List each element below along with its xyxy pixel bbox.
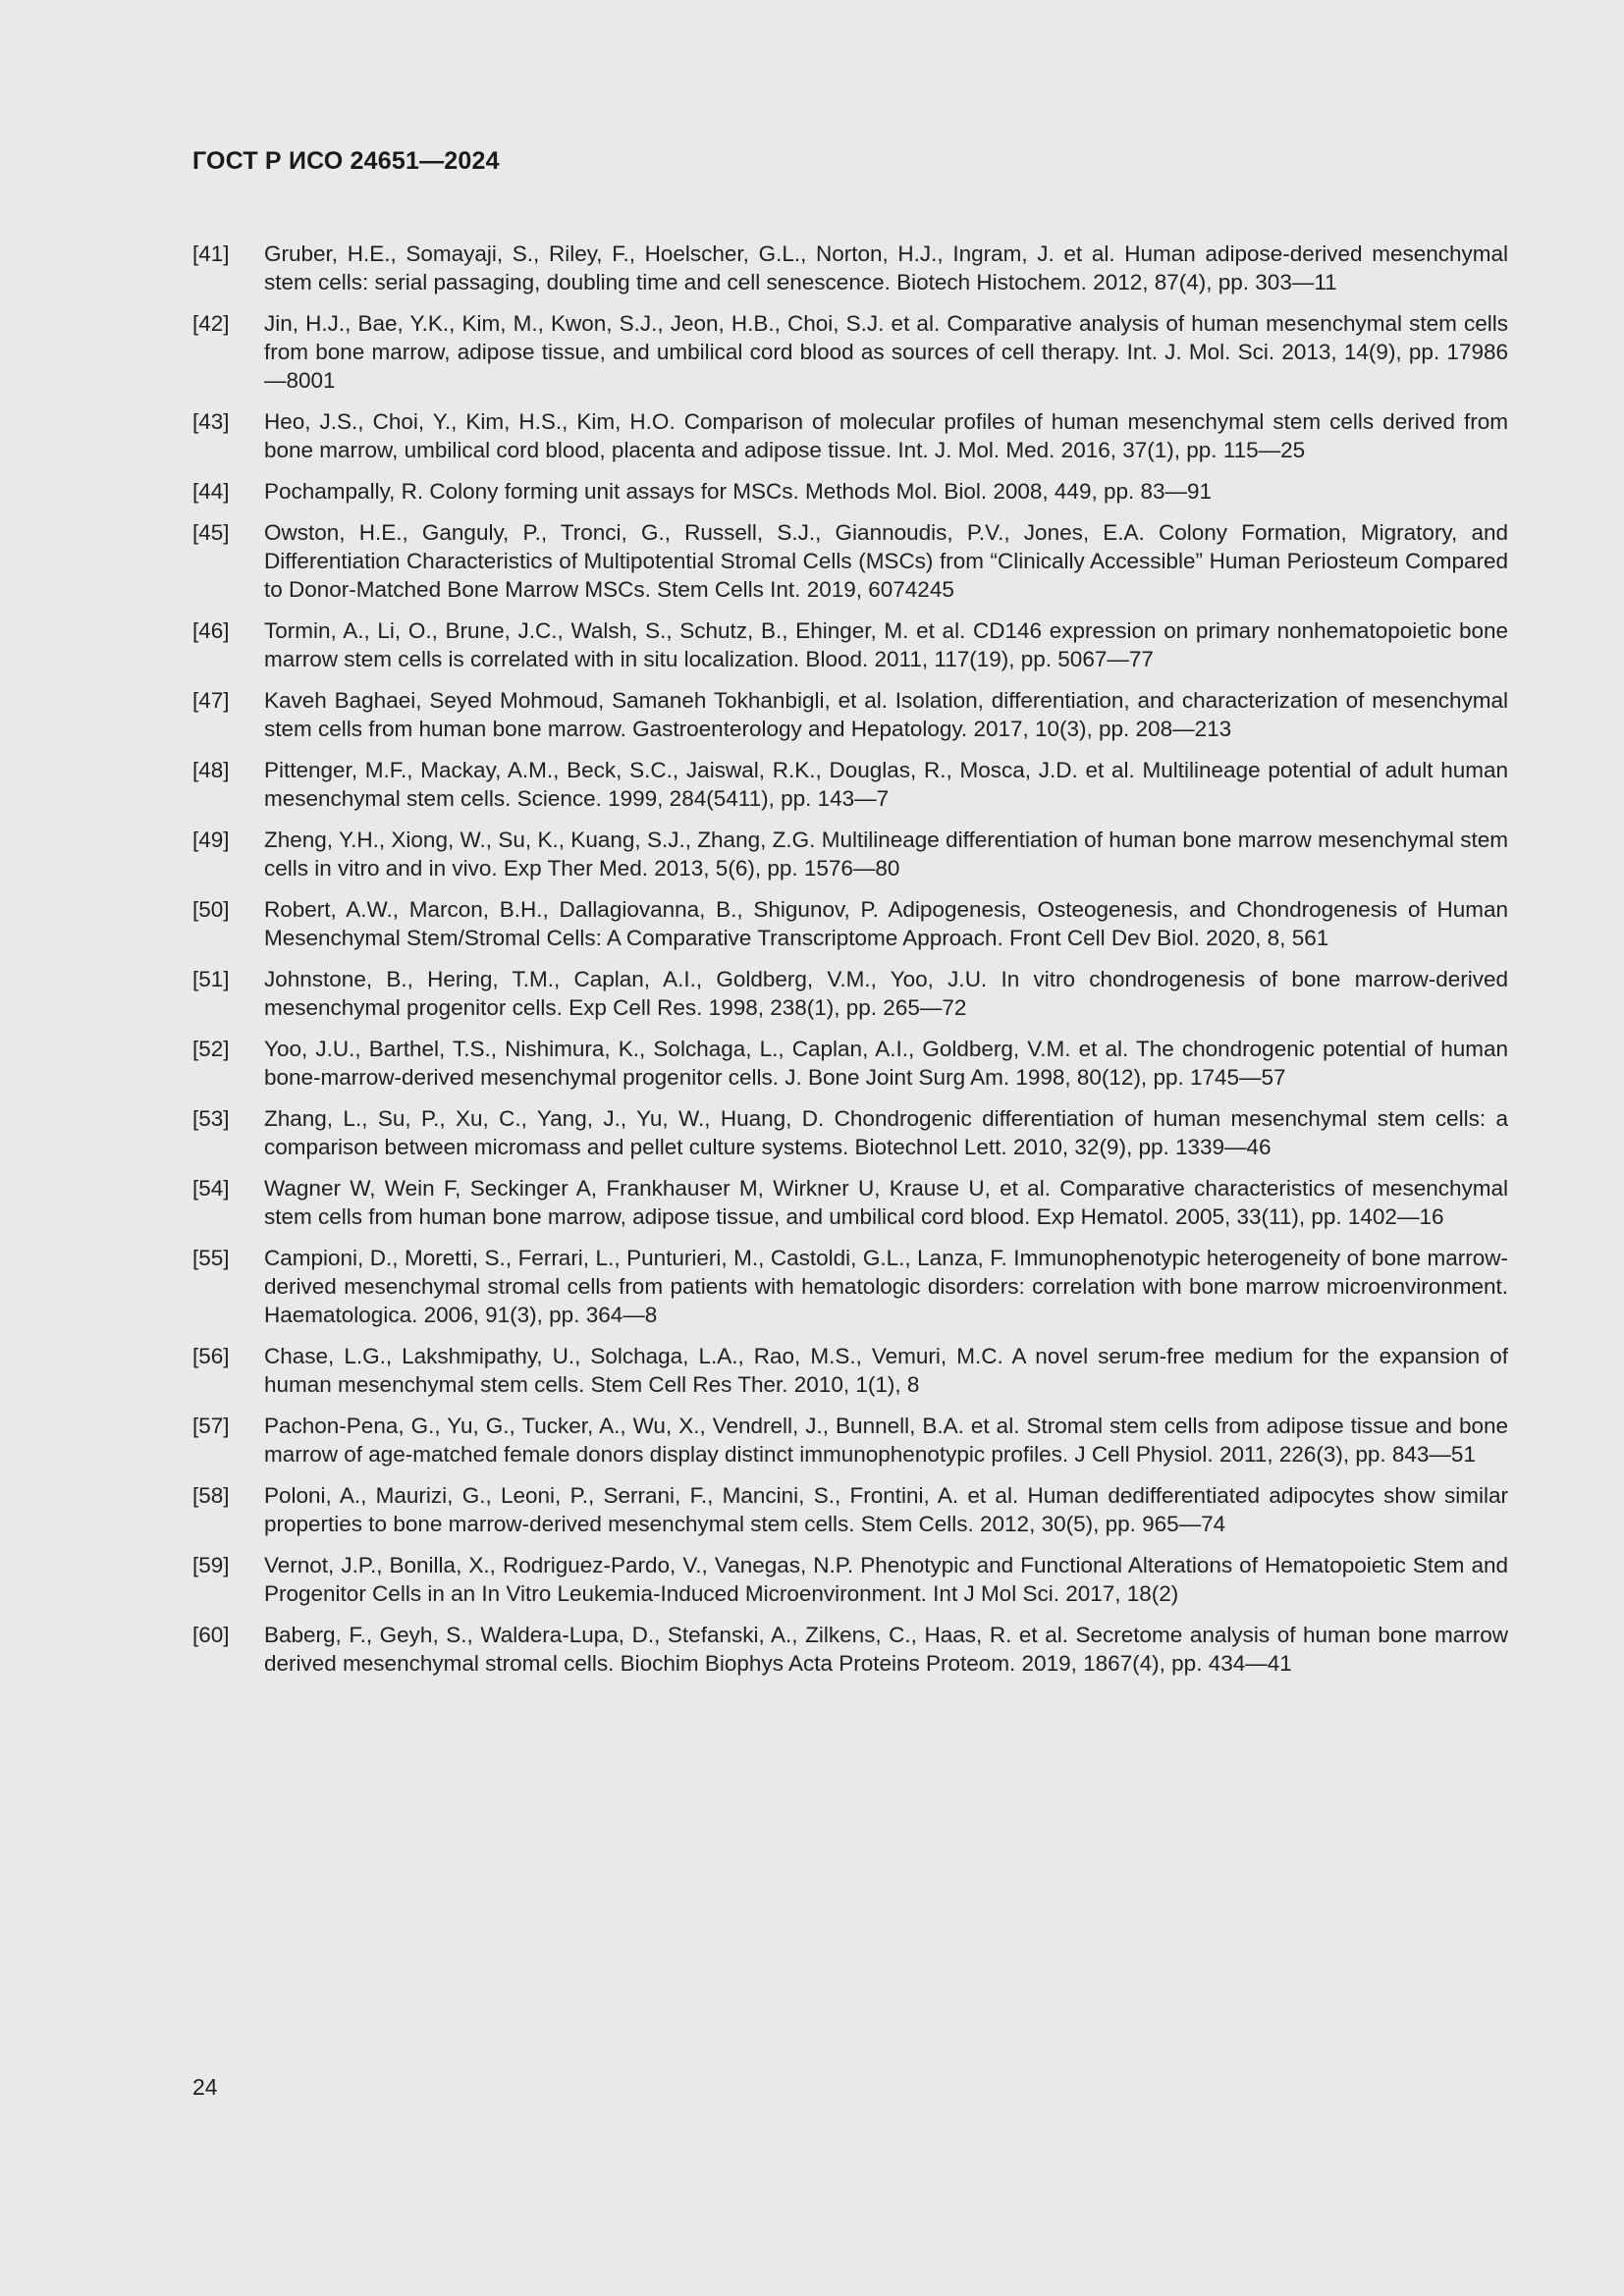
reference-item	[192, 756, 1508, 813]
reference-text: Heo, J.S., Choi, Y., Kim, H.S., Kim, H.O. Comparison of molecular profiles of human mesenchymal stem cells derived from bone marrow, umbilical cord blood, placenta and adipose tissue. Int. J. Mol. Med. 2016, 37(1), pp. 115—25	[264, 409, 1508, 462]
reference-item	[192, 1104, 1508, 1161]
reference-item	[192, 407, 1508, 464]
reference-text: Pittenger, M.F., Mackay, A.M., Beck, S.C., Jaiswal, R.K., Douglas, R., Mosca, J.D. et al. Multilineage potential of adult human mesenchymal stem cells. Science. 1999, 284(5411), pp. 143—7	[264, 758, 1508, 811]
reference-item	[192, 1174, 1508, 1231]
reference-number: [41]	[192, 241, 230, 266]
reference-item	[192, 1412, 1508, 1468]
reference-text: Wagner W, Wein F, Seckinger A, Frankhauser M, Wirkner U, Krause U, et al. Comparative characteristics of mesenchymal stem cells from human bone marrow, adipose tissue, and umbilical cord blood. Exp Hematol. 2005, 33(11), pp. 1402—16	[264, 1176, 1508, 1229]
reference-number: [56]	[192, 1344, 230, 1368]
reference-item	[192, 826, 1508, 882]
page-number: 24	[192, 2074, 218, 2100]
reference-number: [47]	[192, 688, 230, 713]
reference-number: [51]	[192, 967, 230, 991]
reference-list	[192, 240, 1508, 1690]
reference-text: Campioni, D., Moretti, S., Ferrari, L., Punturieri, M., Castoldi, G.L., Lanza, F. Immunophenotypic heterogeneity of bone marrow-derived mesenchymal stromal cells from patients with hematologic disorders: correlation with bone marrow microenvironment. Haematologica. 2006, 91(3), pp. 364—8	[264, 1246, 1508, 1327]
reference-number: [46]	[192, 618, 230, 643]
reference-item	[192, 895, 1508, 952]
document-header: ГОСТ Р ИСО 24651—2024	[192, 147, 500, 175]
reference-text: Yoo, J.U., Barthel, T.S., Nishimura, K., Solchaga, L., Caplan, A.I., Goldberg, V.M. et al. The chondrogenic potential of human bone-marrow-derived mesenchymal progenitor cells. J. Bone Joint Surg Am. 1998, 80(12), pp. 1745—57	[264, 1037, 1508, 1090]
reference-item	[192, 965, 1508, 1022]
reference-text: Baberg, F., Geyh, S., Waldera-Lupa, D., Stefanski, A., Zilkens, C., Haas, R. et al. Secretome analysis of human bone marrow derived mesenchymal stromal cells. Biochim Biophys Acta Proteins Proteom. 2019, 1867(4), pp. 434—41	[264, 1623, 1508, 1676]
reference-item	[192, 1481, 1508, 1538]
reference-number: [53]	[192, 1106, 230, 1131]
reference-item	[192, 686, 1508, 743]
reference-text: Tormin, A., Li, O., Brune, J.C., Walsh, S., Schutz, B., Ehinger, M. et al. CD146 expression on primary nonhematopoietic bone marrow stem cells is correlated with in situ localization. Blood. 2011, 117(19), pp. 5067—77	[264, 618, 1508, 671]
reference-number: [59]	[192, 1553, 230, 1577]
reference-item	[192, 1035, 1508, 1092]
reference-item	[192, 1621, 1508, 1678]
reference-number: [58]	[192, 1483, 230, 1508]
reference-text: Chase, L.G., Lakshmipathy, U., Solchaga, L.A., Rao, M.S., Vemuri, M.C. A novel serum-free medium for the expansion of human mesenchymal stem cells. Stem Cell Res Ther. 2010, 1(1), 8	[264, 1344, 1508, 1397]
reference-item	[192, 477, 1508, 506]
reference-number: [45]	[192, 520, 230, 545]
reference-text: Zhang, L., Su, P., Xu, C., Yang, J., Yu, W., Huang, D. Chondrogenic differentiation of human mesenchymal stem cells: a comparison between micromass and pellet culture systems. Biotechnol Lett. 2010, 32(9), pp. 1339—46	[264, 1106, 1508, 1159]
reference-text: Jin, H.J., Bae, Y.K., Kim, M., Kwon, S.J., Jeon, H.B., Choi, S.J. et al. Comparative analysis of human mesenchymal stem cells from bone marrow, adipose tissue, and umbilical cord blood as sources of cell therapy. Int. J. Mol. Sci. 2013, 14(9), pp. 17986—8001	[264, 311, 1508, 393]
reference-text: Kaveh Baghaei, Seyed Mohmoud, Samaneh Tokhanbigli, et al. Isolation, differentiation, and characterization of mesenchymal stem cells from human bone marrow. Gastroenterology and Hepatology. 2017, 10(3), pp. 208—213	[264, 688, 1508, 741]
reference-number: [54]	[192, 1176, 230, 1201]
reference-number: [44]	[192, 479, 230, 504]
reference-number: [52]	[192, 1037, 230, 1061]
reference-number: [60]	[192, 1623, 230, 1647]
reference-number: [49]	[192, 828, 230, 852]
reference-item	[192, 1551, 1508, 1608]
reference-text: Johnstone, B., Hering, T.M., Caplan, A.I., Goldberg, V.M., Yoo, J.U. In vitro chondrogenesis of bone marrow-derived mesenchymal progenitor cells. Exp Cell Res. 1998, 238(1), pp. 265—72	[264, 967, 1508, 1020]
reference-item	[192, 309, 1508, 395]
reference-number: [50]	[192, 897, 230, 922]
reference-text: Zheng, Y.H., Xiong, W., Su, K., Kuang, S.J., Zhang, Z.G. Multilineage differentiation of human bone marrow mesenchymal stem cells in vitro and in vivo. Exp Ther Med. 2013, 5(6), pp. 1576—80	[264, 828, 1508, 881]
reference-number: [57]	[192, 1414, 230, 1438]
reference-number: [55]	[192, 1246, 230, 1270]
reference-text: Robert, A.W., Marcon, B.H., Dallagiovanna, B., Shigunov, P. Adipogenesis, Osteogenesis, and Chondrogenesis of Human Mesenchymal Stem/Stromal Cells: A Comparative Transcriptome Approach. Front Cell Dev Biol. 2020, 8, 561	[264, 897, 1508, 950]
reference-item	[192, 1244, 1508, 1329]
reference-text: Poloni, A., Maurizi, G., Leoni, P., Serrani, F., Mancini, S., Frontini, A. et al. Human dedifferentiated adipocytes show similar properties to bone marrow-derived mesenchymal stem cells. Stem Cells. 2012, 30(5), pp. 965—74	[264, 1483, 1508, 1536]
reference-item	[192, 1342, 1508, 1399]
reference-text: Vernot, J.P., Bonilla, X., Rodriguez-Pardo, V., Vanegas, N.P. Phenotypic and Functional Alterations of Hematopoietic Stem and Progenitor Cells in an In Vitro Leukemia-Induced Microenvironment. Int J Mol Sci. 2017, 18(2)	[264, 1553, 1508, 1606]
reference-text: Owston, H.E., Ganguly, P., Tronci, G., Russell, S.J., Giannoudis, P.V., Jones, E.A. Colony Formation, Migratory, and Differentiation Characteristics of Multipotential Stromal Cells (MSCs) from “Clinically Accessible” Human Periosteum Compared to Donor-Matched Bone Marrow MSCs. Stem Cells Int. 2019, 6074245	[264, 520, 1508, 602]
reference-text: Pachon-Pena, G., Yu, G., Tucker, A., Wu, X., Vendrell, J., Bunnell, B.A. et al. Stromal stem cells from adipose tissue and bone marrow of age-matched female donors display distinct immunophenotypic profiles. J Cell Physiol. 2011, 226(3), pp. 843—51	[264, 1414, 1508, 1467]
reference-number: [43]	[192, 409, 230, 434]
reference-item	[192, 240, 1508, 296]
reference-text: Pochampally, R. Colony forming unit assays for MSCs. Methods Mol. Biol. 2008, 449, pp. 83—91	[264, 479, 1213, 504]
reference-item	[192, 518, 1508, 604]
reference-text: Gruber, H.E., Somayaji, S., Riley, F., Hoelscher, G.L., Norton, H.J., Ingram, J. et al. Human adipose-derived mesenchymal stem cells: serial passaging, doubling time and cell senescence. Biotech Histochem. 2012, 87(4), pp. 303—11	[264, 241, 1508, 294]
reference-item	[192, 616, 1508, 673]
reference-number: [48]	[192, 758, 230, 782]
reference-number: [42]	[192, 311, 230, 336]
